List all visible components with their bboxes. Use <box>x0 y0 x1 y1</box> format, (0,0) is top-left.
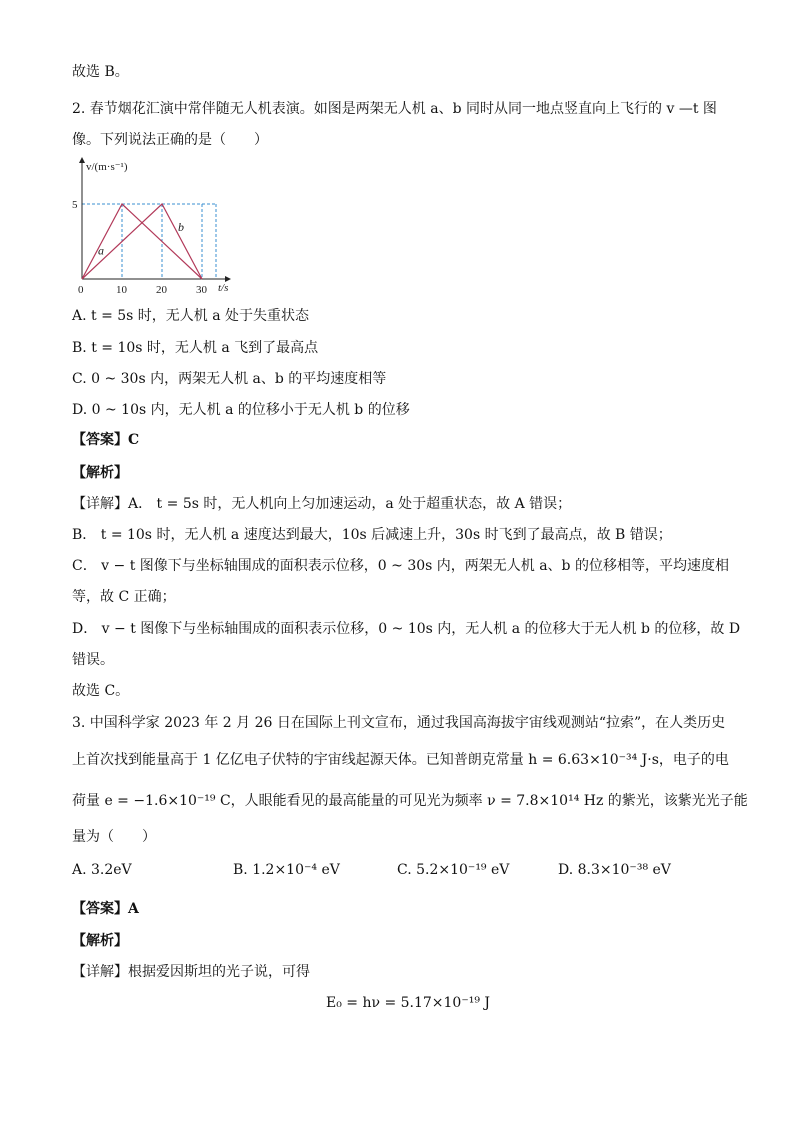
detail-line: D． v − t 图像下与坐标轴围成的面积表示位移，0 ~ 10s 内，无人机 a 的位移大于无人机 b 的位移，故 D <box>72 621 741 637</box>
question-3-stem: 3. 中国科学家 2023 年 2 月 26 日在国际上刊文宣布，通过我国高海拔宇宙线观测站“拉索”，在人类历史 <box>72 715 726 731</box>
series-label-b: b <box>178 220 184 234</box>
option-c: C. 5.2×10⁻¹⁹ eV <box>397 862 510 878</box>
text-line: 故选 B。 <box>72 64 129 80</box>
series-line-a <box>82 204 202 279</box>
series-line-b <box>82 204 202 279</box>
y-axis-label: v/(m·s⁻¹) <box>86 161 128 173</box>
question-2-stem-cont: 像。下列说法正确的是（ ） <box>72 132 268 148</box>
detail-line: B． t = 10s 时，无人机 a 速度达到最大，10s 后减速上升，30s 时飞到了最高点，故 B 错误； <box>72 527 672 543</box>
detail-line: 等，故 C 正确； <box>72 589 176 605</box>
option-a: A. t = 5s 时，无人机 a 处于失重状态 <box>72 308 310 324</box>
detail-line: 错误。 <box>72 652 114 668</box>
formula: E₀ = hν = 5.17×10⁻¹⁹ J <box>326 995 491 1011</box>
x-tick-label: 0 <box>78 284 84 296</box>
option-d: D. 8.3×10⁻³⁸ eV <box>558 862 671 878</box>
analysis-label: 【解析】 <box>72 933 128 949</box>
analysis-label: 【解析】 <box>72 465 128 481</box>
answer-label: 【答案】A <box>72 901 139 917</box>
selection-line: 故选 C。 <box>72 683 130 699</box>
vt-chart <box>72 152 242 297</box>
y-tick-label: 5 <box>72 199 78 211</box>
question-3-stem-cont: 上首次找到能量高于 1 亿亿电子伏特的宇宙线起源天体。已知普朗克常量 h = 6.63×10⁻³⁴ J·s，电子的电 <box>72 752 729 768</box>
question-3-stem-cont: 量为（ ） <box>72 829 156 845</box>
detail-line: C． v − t 图像下与坐标轴围成的面积表示位移，0 ~ 30s 内，两架无人机 a、b 的位移相等，平均速度相 <box>72 558 729 574</box>
option-a: A. 3.2eV <box>72 862 132 878</box>
option-b: B. t = 10s 时，无人机 a 飞到了最高点 <box>72 340 319 356</box>
option-d: D. 0 ~ 10s 内，无人机 a 的位移小于无人机 b 的位移 <box>72 402 410 418</box>
question-3-stem-cont: 荷量 e = −1.6×10⁻¹⁹ C，人眼能看见的最高能量的可见光为频率 ν = 7.8×10¹⁴ Hz 的紫光，该紫光光子能 <box>72 793 748 809</box>
series-label-a: a <box>98 243 104 258</box>
x-tick-label: 30 <box>196 284 207 296</box>
x-tick-label: 20 <box>156 284 167 296</box>
option-c: C. 0 ~ 30s 内，两架无人机 a、b 的平均速度相等 <box>72 371 387 387</box>
option-b: B. 1.2×10⁻⁴ eV <box>233 862 340 878</box>
x-tick-label: 10 <box>116 284 127 296</box>
detail-line: 【详解】根据爱因斯坦的光子说，可得 <box>72 964 310 980</box>
x-axis-label: t/s <box>218 282 229 294</box>
answer-label: 【答案】C <box>72 432 140 448</box>
question-3-options <box>72 862 722 882</box>
detail-line: 【详解】A． t = 5s 时，无人机向上匀加速运动，a 处于超重状态，故 A 错误； <box>72 496 572 512</box>
question-2-stem: 2. 春节烟花汇演中常伴随无人机表演。如图是两架无人机 a、b 同时从同一地点竖直向上飞行的 v —t 图 <box>72 101 717 117</box>
